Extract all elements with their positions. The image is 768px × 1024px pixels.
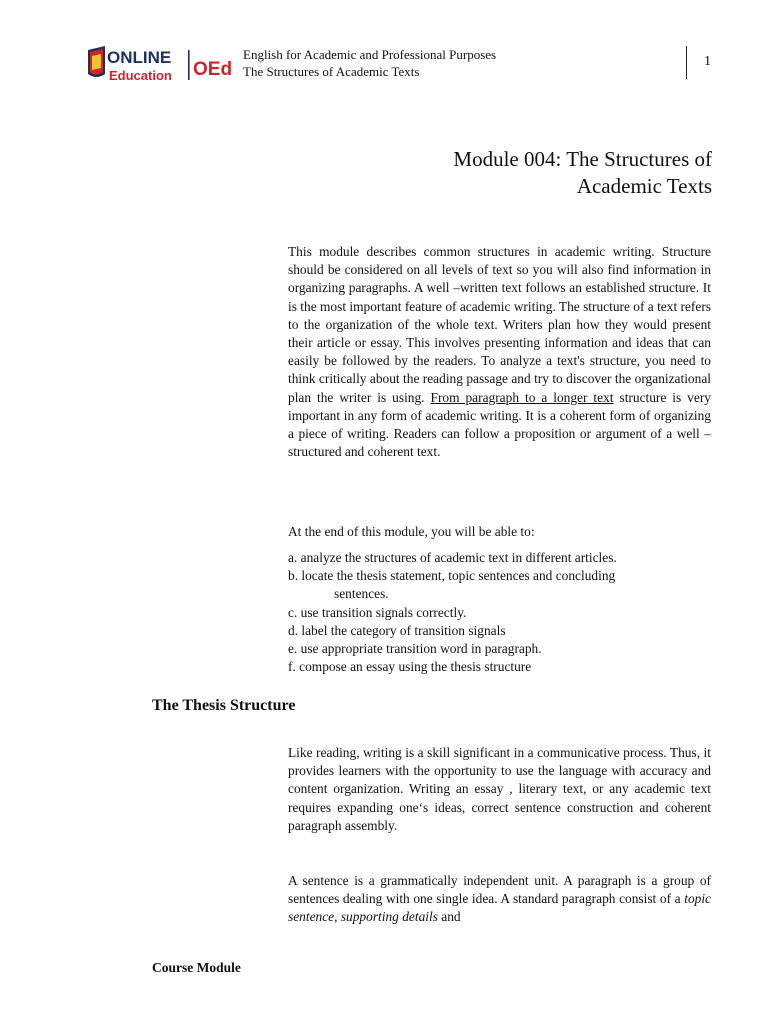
module-title-line1: Module 004: The Structures of [453,147,712,171]
logo-brand-bottom: Education [109,68,172,83]
online-education-logo [86,44,236,84]
header-course-title: English for Academic and Professional Purposes [243,47,497,62]
paragraph-text: A sentence is a grammatically independent unit. A paragraph is a group of sentences dealing with one single idea. A standard paragraph consist of a [288,873,711,907]
section-heading: The Thesis Structure [152,697,296,714]
page-number: 1 [704,54,711,69]
objectives-lead: At the end of this module, you will be able to: [288,524,535,539]
intro-underlined-phrase: From paragraph to a longer text [430,389,614,405]
term-separator: , [334,909,338,925]
term-supporting-details: supporting details [340,909,438,925]
intro-text-end: structure is very important in any form of academic writing. It is a coherent form of organizing a piece of writing. Readers can follow a proposition or argument of a well – structured and coherent text. [288,389,711,460]
header-divider [686,46,687,79]
objective-item-continuation: sentences. [334,586,389,602]
intro-text: This module describes common structures in academic writing. Structure should be considered on all levels of text so you will also find information in organizing paragraphs. A well –written text follows an established structure. It is the most important feature of academic writing. The structure of a text refers to the organization of the whole text. Writers plan how they would present their article or essay. This involves presenting information and ideas that can easily be followed by the readers. To analyze a text's structure, you need to think critically about the reading passage and try to discover the organizational plan the writer is using. [288,244,711,405]
term-topic-sentence: topic sentence [288,891,711,925]
objective-item: d. label the category of transition signals [288,622,506,638]
objectives-list [288,549,711,676]
logo-acronym: OEd [193,59,233,80]
crest-icon [88,46,105,77]
header-module-topic: The Structures of Academic Texts [243,64,420,79]
intro-paragraph [288,243,711,461]
module-title [332,146,712,200]
objective-item [288,567,711,603]
thesis-paragraph-2 [288,872,711,927]
objective-item: a. analyze the structures of academic text in different articles. [288,550,617,565]
paragraph-text-end: and [441,909,461,925]
module-title-line2: Academic Texts [576,174,712,198]
page-header [0,0,768,100]
objective-item: c. use transition signals correctly. [288,604,467,620]
objective-item: f. compose an essay using the thesis structure [288,659,532,675]
thesis-paragraph-1: Like reading, writing is a skill significant in a communicative process. Thus, it provides learners with the opportunity to use the language with accuracy and content organization. Writing an essay , literary text, or any academic text requires expanding one‘s ideas, correct sentence construction and coherent paragraph assembly. [288,745,711,833]
objective-item-text: b. locate the thesis statement, topic sentences and concluding [288,568,616,584]
logo-brand-top: ONLINE [107,48,172,67]
footer-course-module: Course Module [152,960,241,975]
objective-item: e. use appropriate transition word in paragraph. [288,641,542,657]
